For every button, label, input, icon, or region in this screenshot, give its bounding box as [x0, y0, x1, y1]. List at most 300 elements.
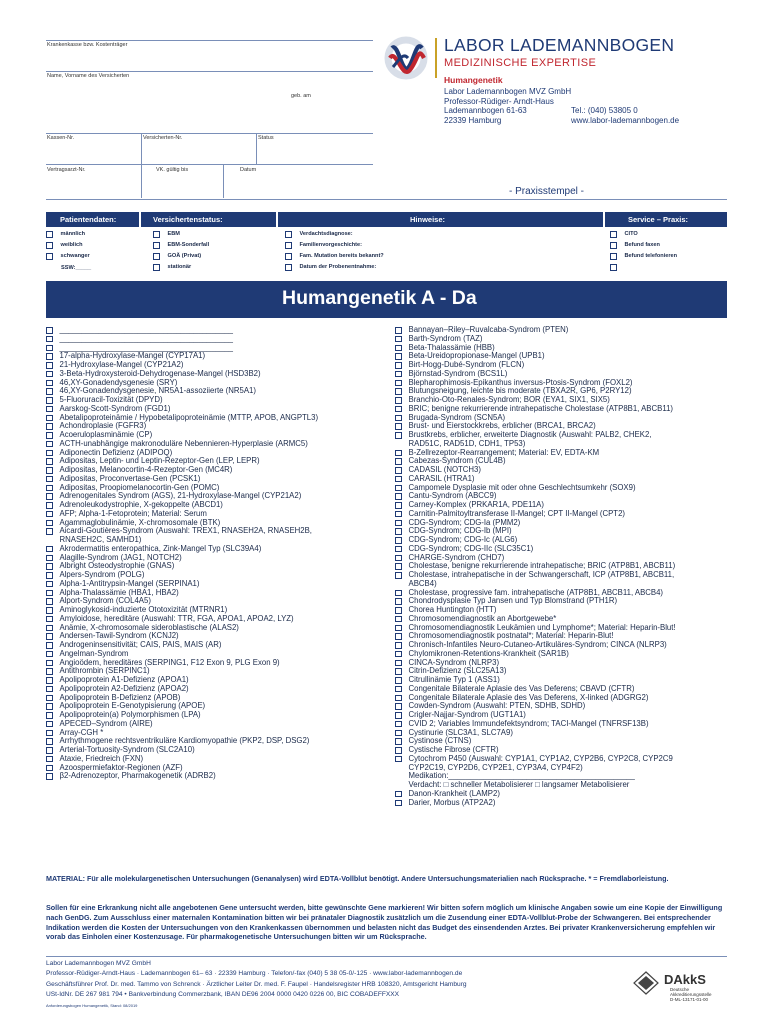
- checkbox[interactable]: [285, 264, 292, 271]
- checkbox[interactable]: [610, 253, 617, 260]
- checkbox[interactable]: [46, 336, 53, 343]
- checkbox[interactable]: [395, 537, 402, 544]
- test-list-left: [46, 326, 318, 781]
- test-label: Abetalipoproteinämie / Hypobetalipoproteinämie (MTTP, APOB, ANGPTL3): [59, 412, 319, 422]
- checkbox[interactable]: [46, 572, 53, 579]
- test-label: Chylomikronen-Retentions-Krankheit (SAR1B): [408, 648, 569, 658]
- footer-company: Labor Lademannbogen MVZ GmbH: [46, 960, 151, 967]
- checkbox[interactable]: [610, 242, 617, 249]
- checkbox[interactable]: [395, 590, 402, 597]
- checkbox[interactable]: [46, 502, 53, 509]
- test-label: Agammaglobulinämie, X-chromosomale (BTK): [59, 517, 221, 527]
- checkbox[interactable]: [395, 336, 402, 343]
- checkbox[interactable]: [395, 485, 402, 492]
- versicherten-nr-field[interactable]: [143, 142, 255, 162]
- checkbox[interactable]: [395, 502, 402, 509]
- test-label: 46,XY-Gonadendysgenesie (SRY): [59, 377, 178, 387]
- checkbox[interactable]: [395, 660, 402, 667]
- option-label: Familienvorgeschichte:: [299, 242, 362, 249]
- test-label: Bannayan–Riley–Ruvalcaba-Syndrom (PTEN): [408, 325, 569, 334]
- dakks-name: DAkkS: [664, 972, 706, 987]
- checkbox[interactable]: [46, 773, 53, 780]
- checkbox[interactable]: [395, 493, 402, 500]
- checkbox[interactable]: [395, 555, 402, 562]
- test-label: Carney-Komplex (PRKAR1A, PDE11A): [408, 500, 544, 509]
- checkbox[interactable]: [153, 253, 160, 260]
- insurance-field[interactable]: [46, 50, 373, 70]
- checkbox[interactable]: [46, 563, 53, 570]
- test-label: Chromosomendiagnostik an Abortgewebe*: [408, 613, 557, 623]
- test-label: AFP; Alpha-1-Fetoprotein; Material: Serum: [59, 508, 207, 518]
- lab-building: Professor-Rüdiger- Arndt-Haus: [444, 96, 554, 106]
- checkbox[interactable]: [46, 511, 53, 518]
- checkbox[interactable]: [395, 791, 402, 798]
- versicherten-nr-label: Versicherten-Nr.: [143, 135, 183, 141]
- dob-field[interactable]: [310, 88, 370, 102]
- test-label: Ataxie, Friedreich (FXN): [59, 753, 144, 763]
- checkbox[interactable]: [46, 581, 53, 588]
- test-label: Chorea Huntington (HTT): [408, 605, 497, 614]
- checkbox[interactable]: [395, 668, 402, 675]
- test-label: Cystische Fibrose (CFTR): [408, 745, 499, 754]
- test-label: Albright Osteodystrophie (GNAS): [59, 561, 175, 571]
- option-ebm-sonderfall[interactable]: [153, 242, 209, 249]
- checkbox[interactable]: [46, 738, 53, 745]
- checkbox[interactable]: [46, 686, 53, 693]
- checkbox[interactable]: [46, 528, 53, 535]
- lab-city: 22339 Hamburg: [444, 115, 502, 125]
- test-label: Apolipoprotein A2-Defizienz (APOA2): [59, 683, 189, 693]
- test-label: B-Zellrezeptor-Rearrangement; Material: EV, EDTA-KM: [408, 447, 600, 457]
- test-label: Cholestase, benigne rekurrierende intrahepatische; BRIC (ATP8B1, ABCB11): [408, 561, 676, 571]
- test-label: Cholestase, intrahepatische in der Schwangerschaft, ICP (ATP8B1, ABCB11,: [408, 570, 675, 579]
- checkbox[interactable]: [46, 371, 53, 378]
- option-male[interactable]: [46, 231, 85, 238]
- checkbox[interactable]: [46, 703, 53, 710]
- test-label: CDG-Syndrom; CDG-IIc (SLC35C1): [408, 543, 534, 553]
- checkbox[interactable]: [46, 231, 53, 238]
- status-label: Status: [258, 135, 274, 141]
- lab-company: Labor Lademannbogen MVZ GmbH: [444, 87, 572, 96]
- checkbox[interactable]: [395, 476, 402, 483]
- test-label: Alpers-Syndrom (POLG): [59, 570, 145, 579]
- test-label: Medikation:___________________________________________: [408, 771, 635, 781]
- checkbox[interactable]: [46, 423, 53, 430]
- option-goae-private[interactable]: [153, 253, 201, 260]
- checkbox[interactable]: [395, 458, 402, 465]
- checkbox[interactable]: [395, 598, 402, 605]
- test-label: ________________________________________: [59, 333, 233, 343]
- checkbox[interactable]: [395, 563, 402, 570]
- checkbox[interactable]: [395, 388, 402, 395]
- option-label: Befund faxen: [624, 242, 660, 249]
- test-list-right: [395, 326, 676, 807]
- checkbox[interactable]: [46, 590, 53, 597]
- test-item[interactable]: [46, 772, 318, 781]
- checkbox[interactable]: [153, 264, 160, 271]
- test-label: Chondrodysplasie Typ Jansen und Typ Blomstrand (PTH1R): [408, 596, 618, 606]
- test-label: Apolipoprotein E-Genotypisierung (APOE): [59, 701, 206, 711]
- checkbox[interactable]: [46, 721, 53, 728]
- kassen-nr-label: Kassen-Nr.: [47, 135, 75, 141]
- option-pregnant[interactable]: [46, 253, 90, 260]
- test-label: Alpha-Thalassämie (HBA1, HBA2): [59, 587, 179, 597]
- checkbox[interactable]: [395, 520, 402, 527]
- field-top-line: [46, 40, 373, 41]
- checkbox[interactable]: [395, 546, 402, 553]
- checkbox[interactable]: [46, 747, 53, 754]
- practice-stamp-label: - Praxisstempel -: [509, 186, 585, 197]
- footer-address: Professor-Rüdiger-Arndt-Haus · Lademannbogen 61– 63 · 22339 Hamburg · Telefon/-fax (040) 5 38 05-0/-125 · www.labor-lademannbogen.de: [46, 970, 463, 977]
- option-family-history[interactable]: [285, 242, 362, 249]
- test-label: Chromosomendiagnostik postnatal*; Material: Heparin-Blut!: [408, 631, 614, 641]
- test-label: Adrenogenitales Syndrom (AGS), 21-Hydroxylase-Mangel (CYP21A2): [59, 491, 302, 501]
- test-label: Branchio-Oto-Renales-Syndrom; BOR (EYA1, SIX1, SIX5): [408, 395, 610, 404]
- footer-line: [46, 956, 727, 957]
- test-label: Carnitin-Palmitoyltransferase II-Mangel; CPT II-Mangel (CPT2): [408, 508, 626, 518]
- checkbox[interactable]: [46, 660, 53, 667]
- lab-website[interactable]: www.labor-lademannbogen.de: [571, 115, 680, 125]
- test-label: ________________________________________: [59, 342, 233, 352]
- field-line: [46, 164, 373, 165]
- test-label: BRIC; benigne rekurrierende intrahepatische Cholestase (ATP8B1, ABCB11): [408, 403, 674, 413]
- checkbox[interactable]: [46, 432, 53, 439]
- test-label: Adipositas, Melanocortin-4-Rezeptor-Gen (MC4R): [59, 465, 233, 474]
- test-label: Cabezas-Syndrom (CUL4B): [408, 456, 506, 466]
- checkbox[interactable]: [46, 625, 53, 632]
- checkbox[interactable]: [395, 450, 402, 457]
- test-label: Cystinurie (SLC3A1, SLC7A9): [408, 727, 513, 737]
- test-label: Amyloidose, hereditäre (Auswahl: TTR, FGA, APOA1, APOA2, LYZ): [59, 613, 294, 623]
- option-label: CITO: [624, 231, 638, 238]
- checkbox[interactable]: [395, 651, 402, 658]
- checkbox[interactable]: [46, 493, 53, 500]
- test-label: CDG-Syndrom; CDG-Ia (PMM2): [408, 517, 521, 527]
- test-label: Beta-Thalassämie (HBB): [408, 342, 495, 352]
- checkbox[interactable]: [395, 633, 402, 640]
- test-label: Antithrombin (SERPINC1): [59, 666, 150, 676]
- test-label: Björnstad-Syndrom (BCS1L): [408, 368, 508, 378]
- checkbox[interactable]: [395, 406, 402, 413]
- test-label: Alagille-Syndrom (JAG1, NOTCH2): [59, 552, 182, 562]
- patient-name-label: Name, Vorname des Versicherten: [47, 73, 130, 79]
- checkbox[interactable]: [395, 528, 402, 535]
- checkbox[interactable]: [395, 686, 402, 693]
- patient-data-heading: Patientendaten:: [60, 215, 117, 224]
- date-label: Datum: [240, 167, 257, 173]
- test-label: Congenitale Bilaterale Aplasie des Vas Deferens, X-linked (ADGRG2): [408, 692, 649, 702]
- checkbox[interactable]: [46, 415, 53, 422]
- test-label: Danon-Krankheit (LAMP2): [408, 788, 500, 798]
- test-label: Cowden-Syndrom (Auswahl: PTEN, SDHB, SDHD): [408, 701, 586, 711]
- checkbox[interactable]: [395, 345, 402, 352]
- option-label: stationär: [167, 264, 192, 271]
- department-title: Humangenetik: [444, 75, 503, 85]
- checkbox[interactable]: [395, 607, 402, 614]
- checkbox[interactable]: [153, 231, 160, 238]
- checkbox[interactable]: [46, 380, 53, 387]
- bar-divider: [603, 212, 605, 227]
- checkbox[interactable]: [395, 800, 402, 807]
- option-cito[interactable]: [610, 231, 638, 238]
- checkbox[interactable]: [46, 677, 53, 684]
- field-divider: [141, 164, 142, 198]
- field-line: [46, 133, 373, 134]
- checkbox[interactable]: [46, 633, 53, 640]
- option-phone-report[interactable]: [610, 253, 677, 260]
- test-item[interactable]: [395, 571, 676, 580]
- checkbox[interactable]: [395, 415, 402, 422]
- test-label: Adipositas, Leptin- und Leptin-Rezeptor-Gen (LEP, LEPR): [59, 456, 260, 466]
- test-label: Citrin-Defizienz (SLC25A13): [408, 666, 507, 676]
- test-label: Aarskog-Scott-Syndrom (FGD1): [59, 403, 171, 413]
- checkbox[interactable]: [46, 327, 53, 334]
- checkbox[interactable]: [46, 353, 53, 360]
- test-label: Brustkrebs, erblicher, erweiterte Diagnostik (Auswahl: PALB2, CHEK2,: [408, 430, 652, 439]
- checkbox[interactable]: [46, 642, 53, 649]
- test-label: 3-Beta-Hydroxysteroid-Dehydrogenase-Mangel (HSD3B2): [59, 368, 261, 378]
- lab-street: Lademannbogen 61-63: [444, 106, 527, 116]
- test-label: APECED–Syndrom (AIRE): [59, 718, 153, 728]
- lab-address: [444, 87, 571, 125]
- vertragsarzt-nr-field[interactable]: [46, 175, 140, 197]
- gene-selection-note: Sollen für eine Erkrankung nicht alle angebotenen Gene untersucht werden, bitte gewünschte Gene markieren! Wir bitten sofern möglich um klinische Angaben sowie um eine Kopie der Einwilligung nach GenDG. Zum Ausschluss einer maternalen Kontamination bitten wir bei pränataler Diagnostik zusätzlich um die Zusendung einer EDTA-Vollblut-Probe der Schwangeren. Bei entsprechender Indikation werden die Kosten der Untersuchungen von den Krankenkassen übernommen und belasten nicht das Budget des einsendenden Arztes. Bei privater Krankenversicherung empfehlen wir vorab das Einholen einer Kostenzusage. Für pharmakogenetische Untersuchungen bitten wir um Rücksprache.: [46, 903, 723, 942]
- checkbox[interactable]: [46, 555, 53, 562]
- checkbox[interactable]: [395, 362, 402, 369]
- test-label: Angelman-Syndrom: [59, 648, 129, 658]
- lab-logo: [382, 34, 430, 82]
- checkbox[interactable]: [395, 380, 402, 387]
- checkbox[interactable]: [46, 345, 53, 352]
- checkbox[interactable]: [610, 231, 617, 238]
- checkbox[interactable]: [395, 467, 402, 474]
- option-label: Verdachtsdiagnose:: [299, 231, 353, 238]
- checkbox[interactable]: [395, 738, 402, 745]
- test-item[interactable]: [395, 799, 676, 808]
- checkbox[interactable]: [395, 397, 402, 404]
- test-label: Brust- und Eierstockkrebs, erblicher (BRCA1, BRCA2): [408, 421, 596, 431]
- checkbox[interactable]: [46, 253, 53, 260]
- field-line: [46, 71, 373, 72]
- test-label: Barth-Syndrom (TAZ): [408, 333, 483, 343]
- test-label: ABCB4): [408, 578, 437, 588]
- checkbox[interactable]: [46, 765, 53, 772]
- checkbox[interactable]: [285, 242, 292, 249]
- section-header-bar: [46, 212, 727, 227]
- option-label: Datum der Probenentnahme:: [299, 264, 377, 271]
- footer-form-version: Anforderungsbogen Humangenetik, Stand: 08/2019: [46, 1003, 138, 1008]
- test-label: Cholestase, progressive fam. intrahepatische (ATP8B1, ABCB11, ABCB4): [408, 587, 664, 597]
- page-title: Humangenetik A - Da: [282, 287, 477, 309]
- logo-divider: [435, 38, 437, 78]
- checkbox[interactable]: [395, 432, 402, 439]
- test-label: Aicardi-Goutières-Syndrom (Auswahl: TREX1, RNASEH2A, RNASEH2B,: [59, 526, 312, 536]
- test-label: RNASEH2C, SAMHD1): [59, 535, 142, 544]
- test-label: Blepharophimosis-Epikanthus inversus-Ptosis-Syndrom (FOXL2): [408, 377, 633, 387]
- checkbox[interactable]: [395, 730, 402, 737]
- checkbox[interactable]: [395, 747, 402, 754]
- test-label: Arrhythmogene rechtsventrikuläre Kardiomyopathie (PKP2, DSP, DSG2): [59, 736, 310, 746]
- test-label: CARASIL (HTRA1): [408, 473, 475, 483]
- test-label: Array-CGH *: [59, 727, 104, 737]
- test-label: CYP2C19, CYP2D6, CYP2E1, CYP3A4, CYP4F2): [408, 762, 583, 772]
- option-label: männlich: [60, 231, 86, 238]
- checkbox[interactable]: [395, 423, 402, 430]
- checkbox[interactable]: [46, 441, 53, 448]
- checkbox[interactable]: [395, 371, 402, 378]
- test-label: CADASIL (NOTCH3): [408, 465, 481, 474]
- status-field[interactable]: [258, 142, 372, 162]
- test-label: Birt-Hogg-Dubé-Syndrom (FLCN): [408, 360, 525, 369]
- checkbox[interactable]: [395, 616, 402, 623]
- checkbox[interactable]: [46, 730, 53, 737]
- ssw-field[interactable]: SSW:_____: [61, 265, 92, 271]
- dakks-sub2: Akkreditierungsstelle: [670, 992, 712, 998]
- test-label: Campomele Dysplasie mit oder ohne Geschlechtsumkehr (SOX9): [408, 482, 636, 492]
- checkbox[interactable]: [46, 406, 53, 413]
- checkbox[interactable]: [395, 712, 402, 719]
- checkbox[interactable]: [395, 572, 402, 579]
- option-fax-report[interactable]: [610, 242, 660, 249]
- checkbox[interactable]: [285, 231, 292, 238]
- checkbox[interactable]: [395, 695, 402, 702]
- checkbox[interactable]: [46, 450, 53, 457]
- vk-valid-label: VK. gültig bis: [156, 167, 189, 173]
- checkbox[interactable]: [46, 467, 53, 474]
- checkbox[interactable]: [46, 242, 53, 249]
- test-label: 5-Fluoruracil-Toxizität (DPYD): [59, 395, 163, 404]
- test-label: Apolipoprotein(a) Polymorphismen (LPA): [59, 710, 201, 719]
- option-female[interactable]: [46, 242, 83, 249]
- test-label: Brugada-Syndrom (SCN5A): [408, 412, 506, 422]
- option-label: weiblich: [60, 242, 83, 249]
- test-label: Verdacht: □ schneller Metabolisierer □ langsamer Metabolisierer: [408, 780, 630, 789]
- option-stationaer[interactable]: [153, 264, 191, 271]
- checkbox[interactable]: [46, 668, 53, 675]
- material-note: MATERIAL: Für alle molekulargenetischen Untersuchungen (Genanalysen) wird EDTA-Vollblut benötigt. Andere Untersuchungsmaterialien nach Rücksprache. * = Fremdlaborleistung.: [46, 874, 669, 883]
- checkbox[interactable]: [46, 546, 53, 553]
- option-known-mutation[interactable]: [285, 253, 384, 260]
- test-label: Cytochrom P450 (Auswahl: CYP1A1, CYP1A2, CYP2B6, CYP2C8, CYP2C9: [408, 753, 673, 763]
- test-label: 21-Hydroxylase-Mangel (CYP21A2): [59, 360, 184, 369]
- checkbox[interactable]: [46, 712, 53, 719]
- checkbox[interactable]: [153, 242, 160, 249]
- test-label: CHARGE-Syndrom (CHD7): [408, 552, 505, 562]
- test-label: CDG-Syndrom; CDG-Ic (ALG6): [408, 535, 518, 544]
- checkbox[interactable]: [46, 616, 53, 623]
- checkbox[interactable]: [395, 703, 402, 710]
- checkbox[interactable]: [285, 253, 292, 260]
- dakks-sub1: Deutsche: [670, 987, 690, 992]
- test-label: β2-Adrenozeptor, Pharmakogenetik (ADRB2): [59, 771, 216, 781]
- patient-name-field[interactable]: [46, 81, 286, 131]
- checkbox[interactable]: [46, 607, 53, 614]
- dakks-id: D-ML-13171-01-00: [670, 997, 709, 1003]
- checkbox[interactable]: [46, 756, 53, 763]
- insurance-status-heading: Versichertenstatus:: [153, 215, 223, 224]
- test-label: Androgeninsensitivität; CAIS, PAIS, MAIS (AR): [59, 640, 222, 649]
- lab-contact: [571, 106, 679, 125]
- test-label: Acoeruloplasminämie (CP): [59, 430, 153, 439]
- checkbox[interactable]: [46, 598, 53, 605]
- checkbox[interactable]: [395, 327, 402, 334]
- checkbox[interactable]: [46, 485, 53, 492]
- checkbox[interactable]: [395, 625, 402, 632]
- checkbox[interactable]: [395, 642, 402, 649]
- test-label: Apolipoprotein A1-Defizienz (APOA1): [59, 675, 189, 684]
- checkbox[interactable]: [395, 677, 402, 684]
- test-label: Crigler-Najjar-Syndrom (UGT1A1): [408, 710, 526, 719]
- checkbox[interactable]: [46, 362, 53, 369]
- checkbox[interactable]: [395, 353, 402, 360]
- checkbox[interactable]: [46, 476, 53, 483]
- dakks-logo-icon: [633, 971, 659, 995]
- vk-valid-field[interactable]: [143, 175, 222, 197]
- lab-name: LABOR LADEMANNBOGEN: [444, 35, 675, 55]
- test-label: CDG-Syndrom; CDG-Ib (MPI): [408, 526, 512, 536]
- option-suspected-diagnosis[interactable]: [285, 231, 353, 238]
- test-label: Alpha-1-Antitrypsin-Mangel (SERPINA1): [59, 578, 200, 588]
- test-label: Arterial-Tortuosity-Syndrom (SLC2A10): [59, 745, 195, 754]
- checkbox[interactable]: [46, 458, 53, 465]
- test-label: Darier, Morbus (ATP2A2): [408, 797, 496, 807]
- insurance-label: Krankenkasse bzw. Kostenträger: [47, 42, 128, 48]
- option-label: Fam. Mutation bereits bekannt?: [299, 253, 384, 260]
- option-label: EBM-Sonderfall: [167, 242, 210, 249]
- option-label: EBM: [167, 231, 180, 238]
- option-ebm[interactable]: [153, 231, 180, 238]
- test-label: Beta-Ureidopropionase-Mangel (UPB1): [408, 351, 545, 361]
- test-label: Adrenoleukodystrophie, X-gekoppelte (ABCD1): [59, 500, 223, 509]
- test-label: Akrodermatitis enteropathica, Zink-Mangel Typ (SLC39A4): [59, 543, 262, 553]
- checkbox[interactable]: [395, 511, 402, 518]
- date-field[interactable]: [225, 175, 372, 197]
- test-label: RAD51C, RAD51D, CDH1, TP53): [408, 438, 526, 448]
- test-label: Anämie, X-chromosomale sideroblastische (ALAS2): [59, 622, 239, 632]
- test-label: Congenitale Bilaterale Aplasie des Vas Deferens; CBAVD (CFTR): [408, 683, 635, 693]
- lab-phone: Tel.: (040) 53805 0: [571, 106, 638, 115]
- checkbox[interactable]: [46, 695, 53, 702]
- checkbox[interactable]: [395, 721, 402, 728]
- checkbox[interactable]: [46, 520, 53, 527]
- test-label: Chronisch-Infantiles Neuro-Cutaneo-Artikuläres-Syndrom; CINCA (NLRP3): [408, 640, 667, 649]
- kassen-nr-field[interactable]: [46, 142, 140, 162]
- field-divider: [256, 133, 257, 164]
- test-label: Apolipoprotein B-Defizienz (APOB): [59, 692, 181, 702]
- checkbox[interactable]: [46, 651, 53, 658]
- test-label: Cantu-Syndrom (ABCC9): [408, 491, 497, 501]
- checkbox[interactable]: [46, 388, 53, 395]
- option-label: GOÄ (Privat): [167, 253, 202, 260]
- test-label: Achondroplasie (FGFR3): [59, 421, 147, 431]
- service-heading: Service – Praxis:: [628, 215, 689, 224]
- vertragsarzt-nr-label: Vertragsarzt-Nr.: [47, 167, 86, 173]
- test-label: ACTH-unabhängige makronoduläre Nebennieren-Hyperplasie (ARMC5): [59, 438, 308, 448]
- checkbox[interactable]: [46, 397, 53, 404]
- bar-divider: [139, 212, 141, 227]
- test-label: CINCA-Syndrom (NLRP3): [408, 657, 500, 667]
- footer-bank: USt-IdNr. DE 267 981 794 • Bankverbindung Commerzbank, IBAN DE96 2004 0000 0420 0226 00, BIC COBADEFFXXX: [46, 991, 400, 998]
- lab-tagline: MEDIZINISCHE EXPERTISE: [444, 57, 597, 69]
- test-label: Adiponectin Defizienz (ADIPOQ): [59, 447, 173, 457]
- checkbox[interactable]: [610, 264, 617, 271]
- checkbox[interactable]: [395, 756, 402, 763]
- test-label: Angioödem, hereditäres (SERPING1, F12 Exon 9, PLG Exon 9): [59, 657, 280, 667]
- option-sampling-date[interactable]: [285, 264, 376, 271]
- bar-divider: [276, 212, 278, 227]
- test-label: Citrullinämie Typ 1 (ASS1): [408, 675, 500, 684]
- test-label: Alport-Syndrom (COL4A5): [59, 596, 151, 606]
